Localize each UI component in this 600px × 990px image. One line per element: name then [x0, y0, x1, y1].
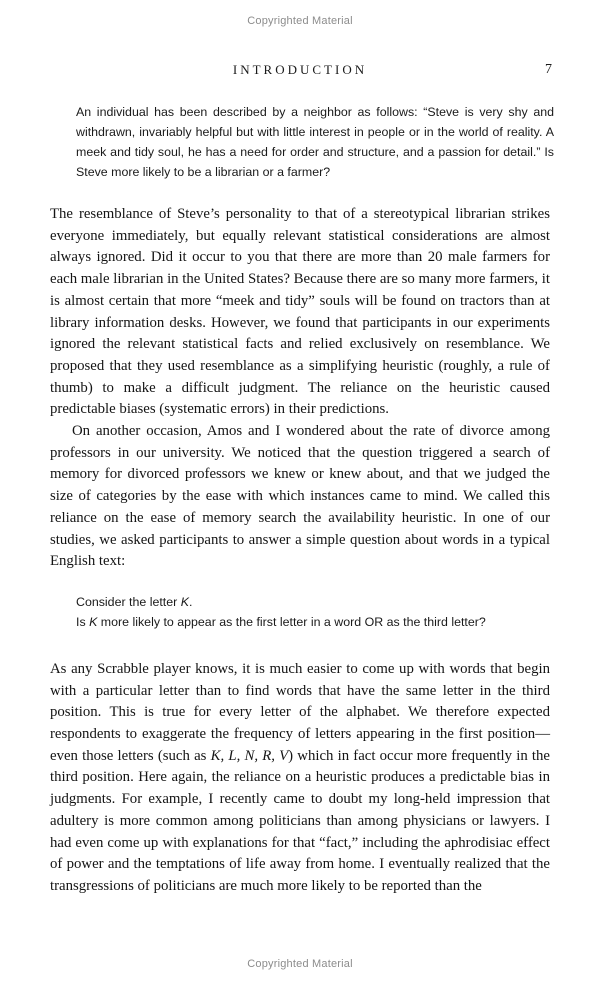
- block-quote-letter-k: [76, 592, 554, 632]
- copyright-notice-bottom: Copyrighted Material: [247, 958, 353, 970]
- running-header: [0, 62, 600, 78]
- quote-line-consider-letter-k: Consider the letter K.: [76, 594, 193, 609]
- paragraph-resemblance-heuristic: The resemblance of Steve’s personality to that of a stereotypical librarian strikes everyone immediately, but equally relevant statistical considerations are almost always ignored. Did it occur to you that there are more than 20 male farmers for each male librarian in the United States? Because there are so many more farmers, it is almost certain that more “meek and tidy” souls will be found on tractors than at library information desks. However, we found that participants in our experiments ignored the relevant statistical facts and relied exclusively on resemblance. We proposed that they used resemblance as a simplifying heuristic (roughly, a rule of thumb) to make a difficult judgment. The reliance on the heuristic caused predictable biases (systematic errors) in their predictions.: [50, 206, 551, 418]
- copyright-notice-top: Copyrighted Material: [247, 15, 353, 27]
- paragraph-availability-heuristic: On another occasion, Amos and I wondered about the rate of divorce among professors in our university. We noticed that the question triggered a search of memory for divorced professors we knew or knew about, and that we judged the size of categories by the ease with which instances came to mind. We called this reliance on the ease of memory search the availability heuristic. In one of our studies, we asked participants to answer a simple question about words in a typical English text:: [50, 423, 550, 570]
- block-quote-steve-description: An individual has been described by a neighbor as follows: “Steve is very shy and withdrawn, invariably helpful but with little interest in people or in the world of reality. A meek and tidy soul, he has a need for order and structure, and a passion for detail.” Is Steve more likely to be a librarian or a farmer?: [76, 105, 554, 179]
- chapter-title: INTRODUCTION: [232, 62, 368, 77]
- page-number: 7: [545, 62, 552, 77]
- quote-line-first-or-third: Is K more likely to appear as the first letter in a word OR as the third letter?: [76, 614, 486, 629]
- paragraph-scrabble-example: As any Scrabble player knows, it is much easier to come up with words that begin with a particular letter than to find words that have the same letter in the third position. This is true for every letter of the alphabet. We therefore expected respondents to exaggerate the frequency of letters appearing in the first position—even those letters (such as K, L, N, R, V) which in fact occur more frequently in the third position. Here again, the reliance on a heuristic produces a predictable bias in judgments. For example, I recently came to doubt my long-held impression that adultery is more common among politicians than among physicians or lawyers. I had even come up with explanations for that “fact,” including the aphrodisiac effect of power and the temptations of life away from home. I eventually realized that the transgressions of politicians are much more likely to be reported than the: [50, 660, 551, 894]
